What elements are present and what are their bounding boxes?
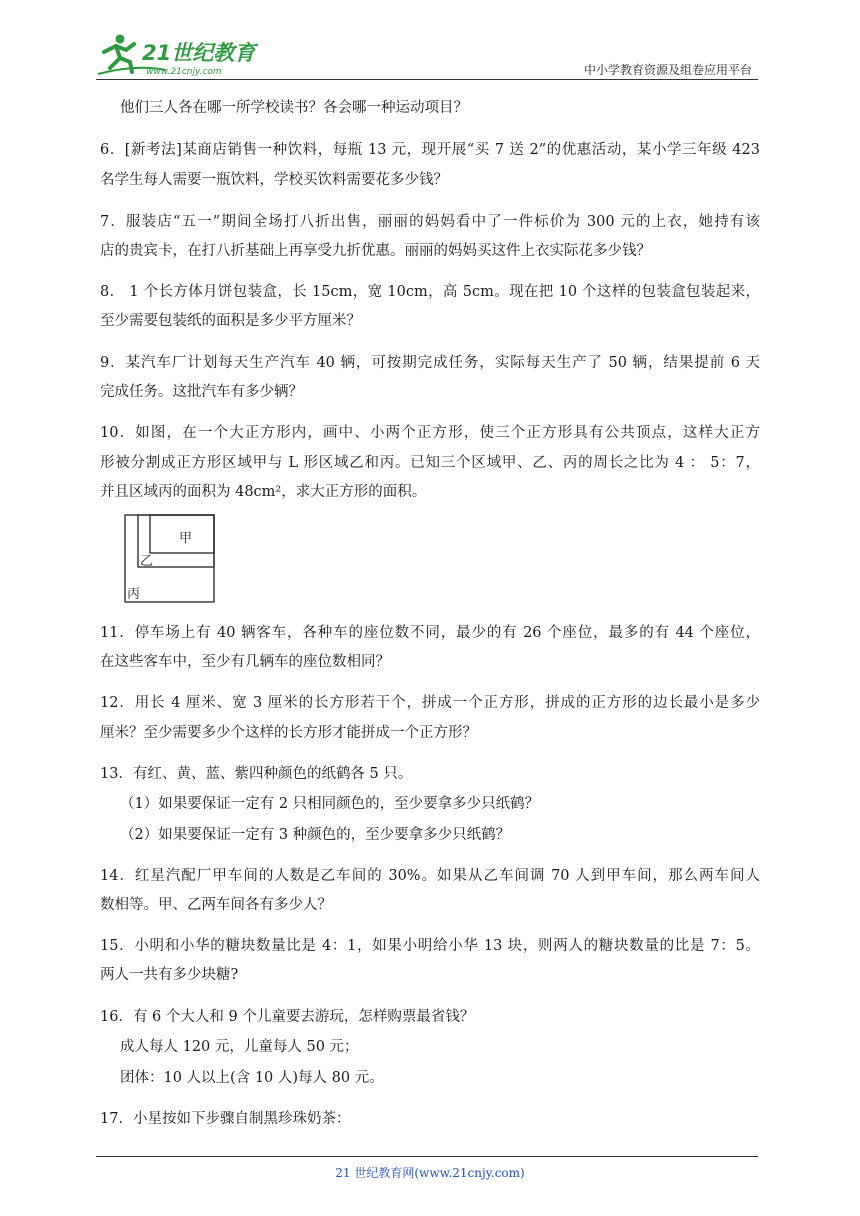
label-jia: 甲: [179, 531, 193, 546]
runner-logo-icon: [96, 30, 266, 78]
label-bing: 丙: [127, 587, 141, 602]
question-7-line-2: 店的贵宾卡，在打八折基础上再享受九折优惠。丽丽的妈妈买这件上衣实际花多少钱？: [100, 243, 651, 259]
question-13-part-1: （1）如果要保证一定有 2 只相同颜色的，至少要拿多少只纸鹤？: [120, 796, 540, 812]
question-6-line-1: 6．[新考法]某商店销售一种饮料，每瓶 13 元，现开展“买 7 送 2”的优惠活动，某小学三年级 423: [100, 142, 760, 158]
label-yi: 乙: [140, 554, 154, 569]
question-14-line-1: 14．红星汽配厂甲车间的人数是乙车间的 30%。如果从乙车间调 70 人到甲车间，那么两车间人: [100, 868, 760, 884]
nested-squares-diagram: [124, 514, 216, 604]
question-16-group-line: 团体：10 人以上(含 10 人)每人 80 元。: [120, 1070, 384, 1086]
question-9-line-1: 9．某汽车厂计划每天生产汽车 40 辆，可按期完成任务，实际每天生产了 50 辆，结果提前 6 天: [100, 355, 760, 371]
logo-url: www.21cnjy.com: [146, 67, 222, 77]
question-11-line-2: 在这些客车中，至少有几辆车的座位数相同？: [100, 654, 390, 670]
header-divider: [96, 79, 758, 80]
question-11-line-1: 11．停车场上有 40 辆客车，各种车的座位数不同，最少的有 26 个座位，最多的有 44 个座位，: [100, 625, 760, 641]
question-7-line-1: 7．服装店“五一”期间全场打八折出售，丽丽的妈妈看中了一件标价为 300 元的上衣，她持有该: [100, 214, 760, 230]
logo-text: 21世纪教育: [142, 41, 256, 65]
question-14-line-2: 数相等。甲、乙两车间各有多少人？: [100, 897, 332, 913]
question-8-line-2: 至少需要包装纸的面积是多少平方厘米？: [100, 313, 361, 329]
question-9-line-2: 完成任务。这批汽车有多少辆？: [100, 384, 303, 400]
text-line: 他们三人各在哪一所学校读书？各会哪一种运动项目？: [120, 100, 468, 116]
question-13-part-2: （2）如果要保证一定有 3 种颜色的，至少要拿多少只纸鹤？: [120, 827, 511, 843]
question-16-line: 16．有 6 个大人和 9 个儿童要去游玩，怎样购票最省钱？: [100, 1009, 475, 1025]
question-6-line-2: 名学生每人需要一瓶饮料，学校买饮料需要花多少钱？: [100, 172, 448, 188]
question-15-line-2: 两人一共有多少块糖?: [100, 967, 239, 983]
footer-divider: [96, 1156, 758, 1157]
question-12-line-2: 厘米？至少需要多少个这样的长方形才能拼成一个正方形？: [100, 725, 477, 741]
footer-text: 21 世纪教育网(www.21cnjy.com): [335, 1166, 525, 1180]
logo: [96, 30, 266, 78]
question-10-line-2: 形被分割成正方形区域甲与 L 形区域乙和丙。已知三个区域甲、乙、丙的周长之比为 4 ： 5：7，: [100, 455, 760, 471]
question-13-line: 13．有红、黄、蓝、紫四种颜色的纸鹤各 5 只。: [100, 766, 413, 782]
question-8-line-1: 8． 1 个长方体月饼包装盒，长 15cm，宽 10cm，高 5cm。现在把 10 个这样的包装盒包装起来，: [100, 284, 760, 300]
question-17-line: 17．小星按如下步骤自制黑珍珠奶茶：: [100, 1111, 351, 1127]
question-10-line-3: 并且区域丙的面积为 48cm²，求大正方形的面积。: [100, 484, 427, 500]
question-10-line-1: 10．如图，在一个大正方形内，画中、小两个正方形，使三个正方形具有公共顶点，这样大正方: [100, 425, 760, 441]
question-15-line-1: 15．小明和小华的糖块数量比是 4：1，如果小明给小华 13 块，则两人的糖块数量的比是 7：5。: [100, 938, 760, 954]
question-12-line-1: 12．用长 4 厘米、宽 3 厘米的长方形若干个，拼成一个正方形，拼成的正方形的边长最小是多少: [100, 695, 760, 711]
platform-name: 中小学教育资源及组卷应用平台: [583, 63, 752, 77]
squares-figure: [124, 514, 216, 604]
page-header: [96, 30, 758, 80]
question-16-price-line: 成人每人 120 元，儿童每人 50 元；: [120, 1039, 359, 1055]
